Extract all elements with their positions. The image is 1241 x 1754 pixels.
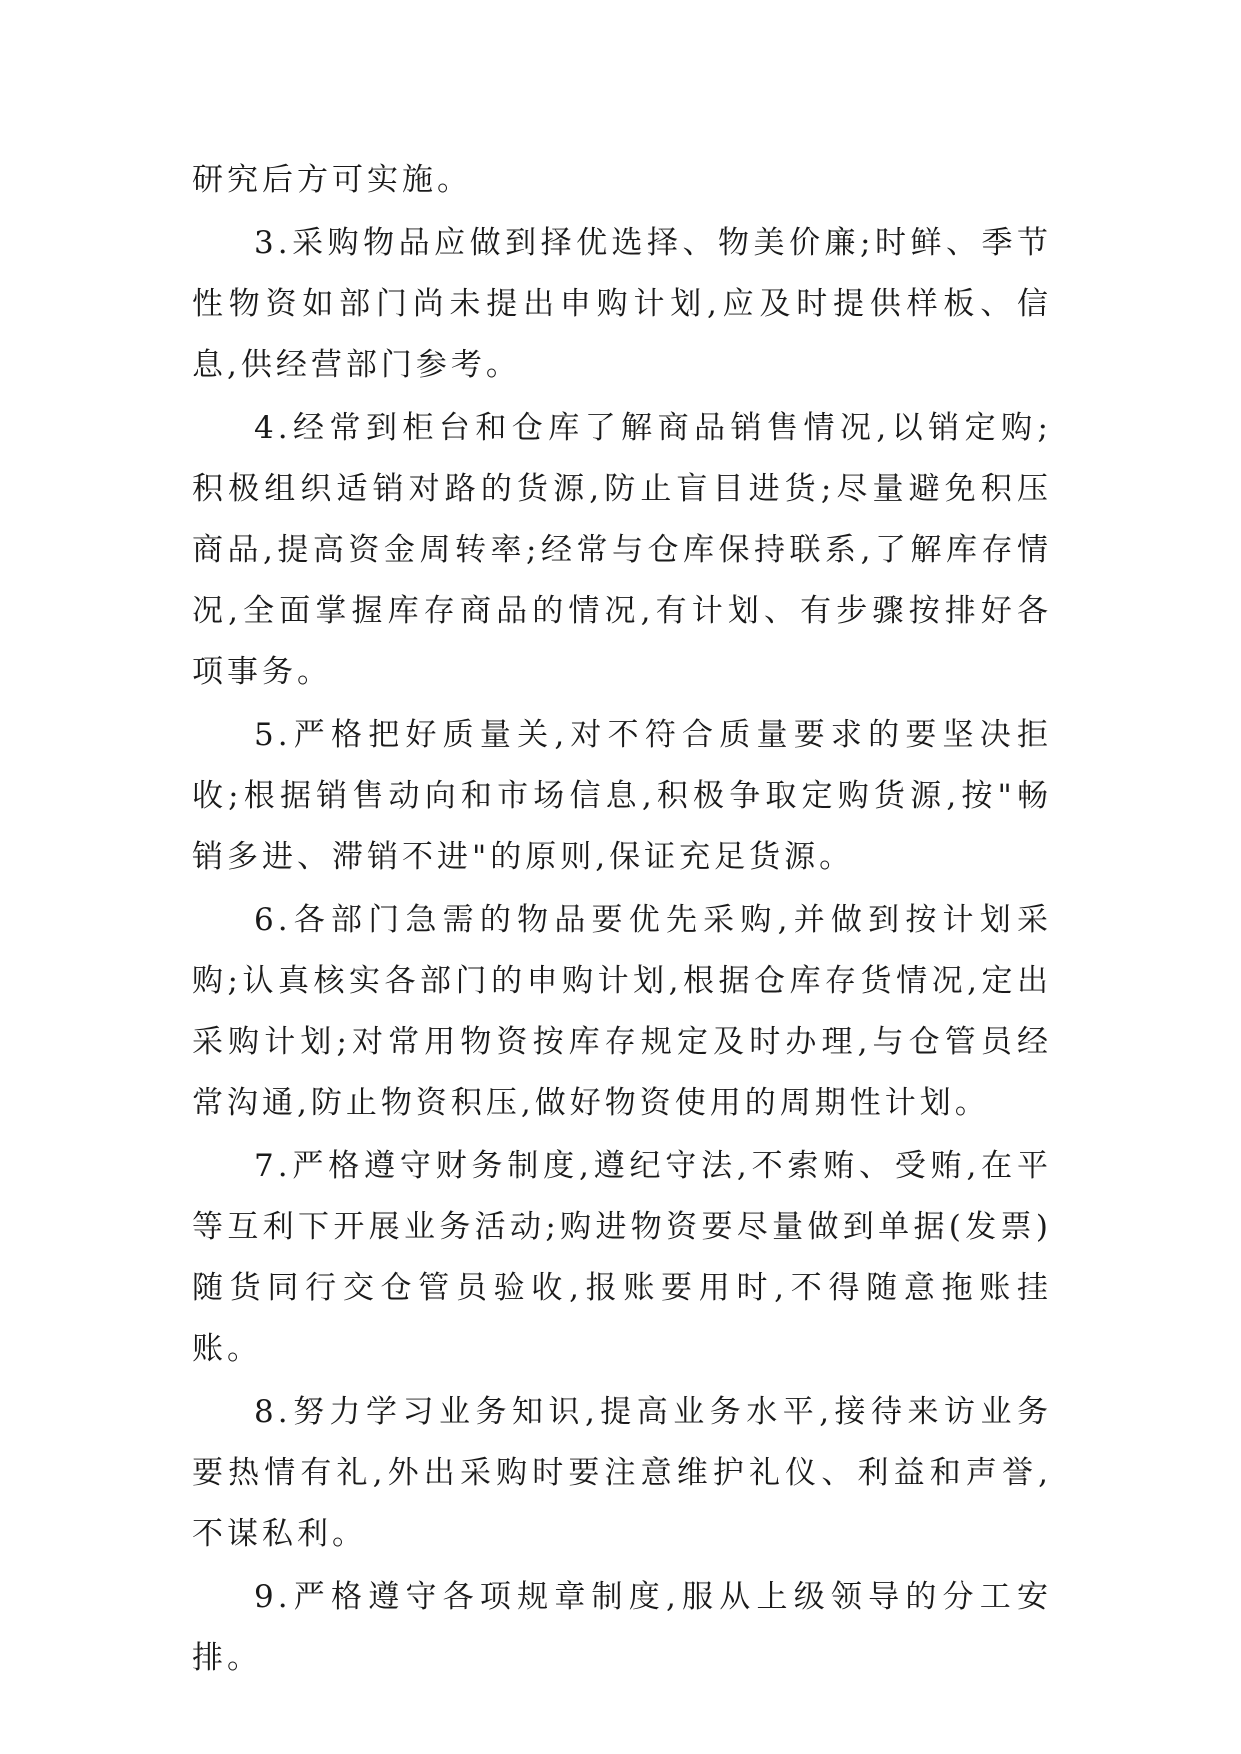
paragraph-item-6: 6.各部门急需的物品要优先采购,并做到按计划采购;认真核实各部门的申购计划,根据仓库存货情况,定出采购计划;对常用物资按库存规定及时办理,与仓管员经常沟通,防止物资积压,做好物资使用的周期性计划。	[192, 902, 1052, 1121]
document-body	[192, 150, 1052, 1691]
paragraph-item-8: 8.努力学习业务知识,提高业务水平,接待来访业务要热情有礼,外出采购时要注意维护礼仪、利益和声誉,不谋私利。	[192, 1394, 1052, 1552]
paragraph-item-5: 5.严格把好质量关,对不符合质量要求的要坚决拒收;根据销售动向和市场信息,积极争取定购货源,按"畅销多进、滞销不进"的原则,保证充足货源。	[192, 717, 1052, 875]
paragraph-item-7: 7.严格遵守财务制度,遵纪守法,不索贿、受贿,在平等互利下开展业务活动;购进物资要尽量做到单据(发票)随货同行交仓管员验收,报账要用时,不得随意拖账挂账。	[192, 1148, 1052, 1367]
paragraph-continuation: 研究后方可实施。	[192, 162, 472, 198]
paragraph-item-3: 3.采购物品应做到择优选择、物美价廉;时鲜、季节性物资如部门尚未提出申购计划,应及时提供样板、信息,供经营部门参考。	[192, 225, 1052, 383]
paragraph-item-4: 4.经常到柜台和仓库了解商品销售情况,以销定购;积极组织适销对路的货源,防止盲目进货;尽量避免积压商品,提高资金周转率;经常与仓库保持联系,了解库存情况,全面掌握库存商品的情况,有计划、有步骤按排好各项事务。	[192, 410, 1052, 690]
paragraph-item-9: 9.严格遵守各项规章制度,服从上级领导的分工安排。	[192, 1579, 1052, 1676]
